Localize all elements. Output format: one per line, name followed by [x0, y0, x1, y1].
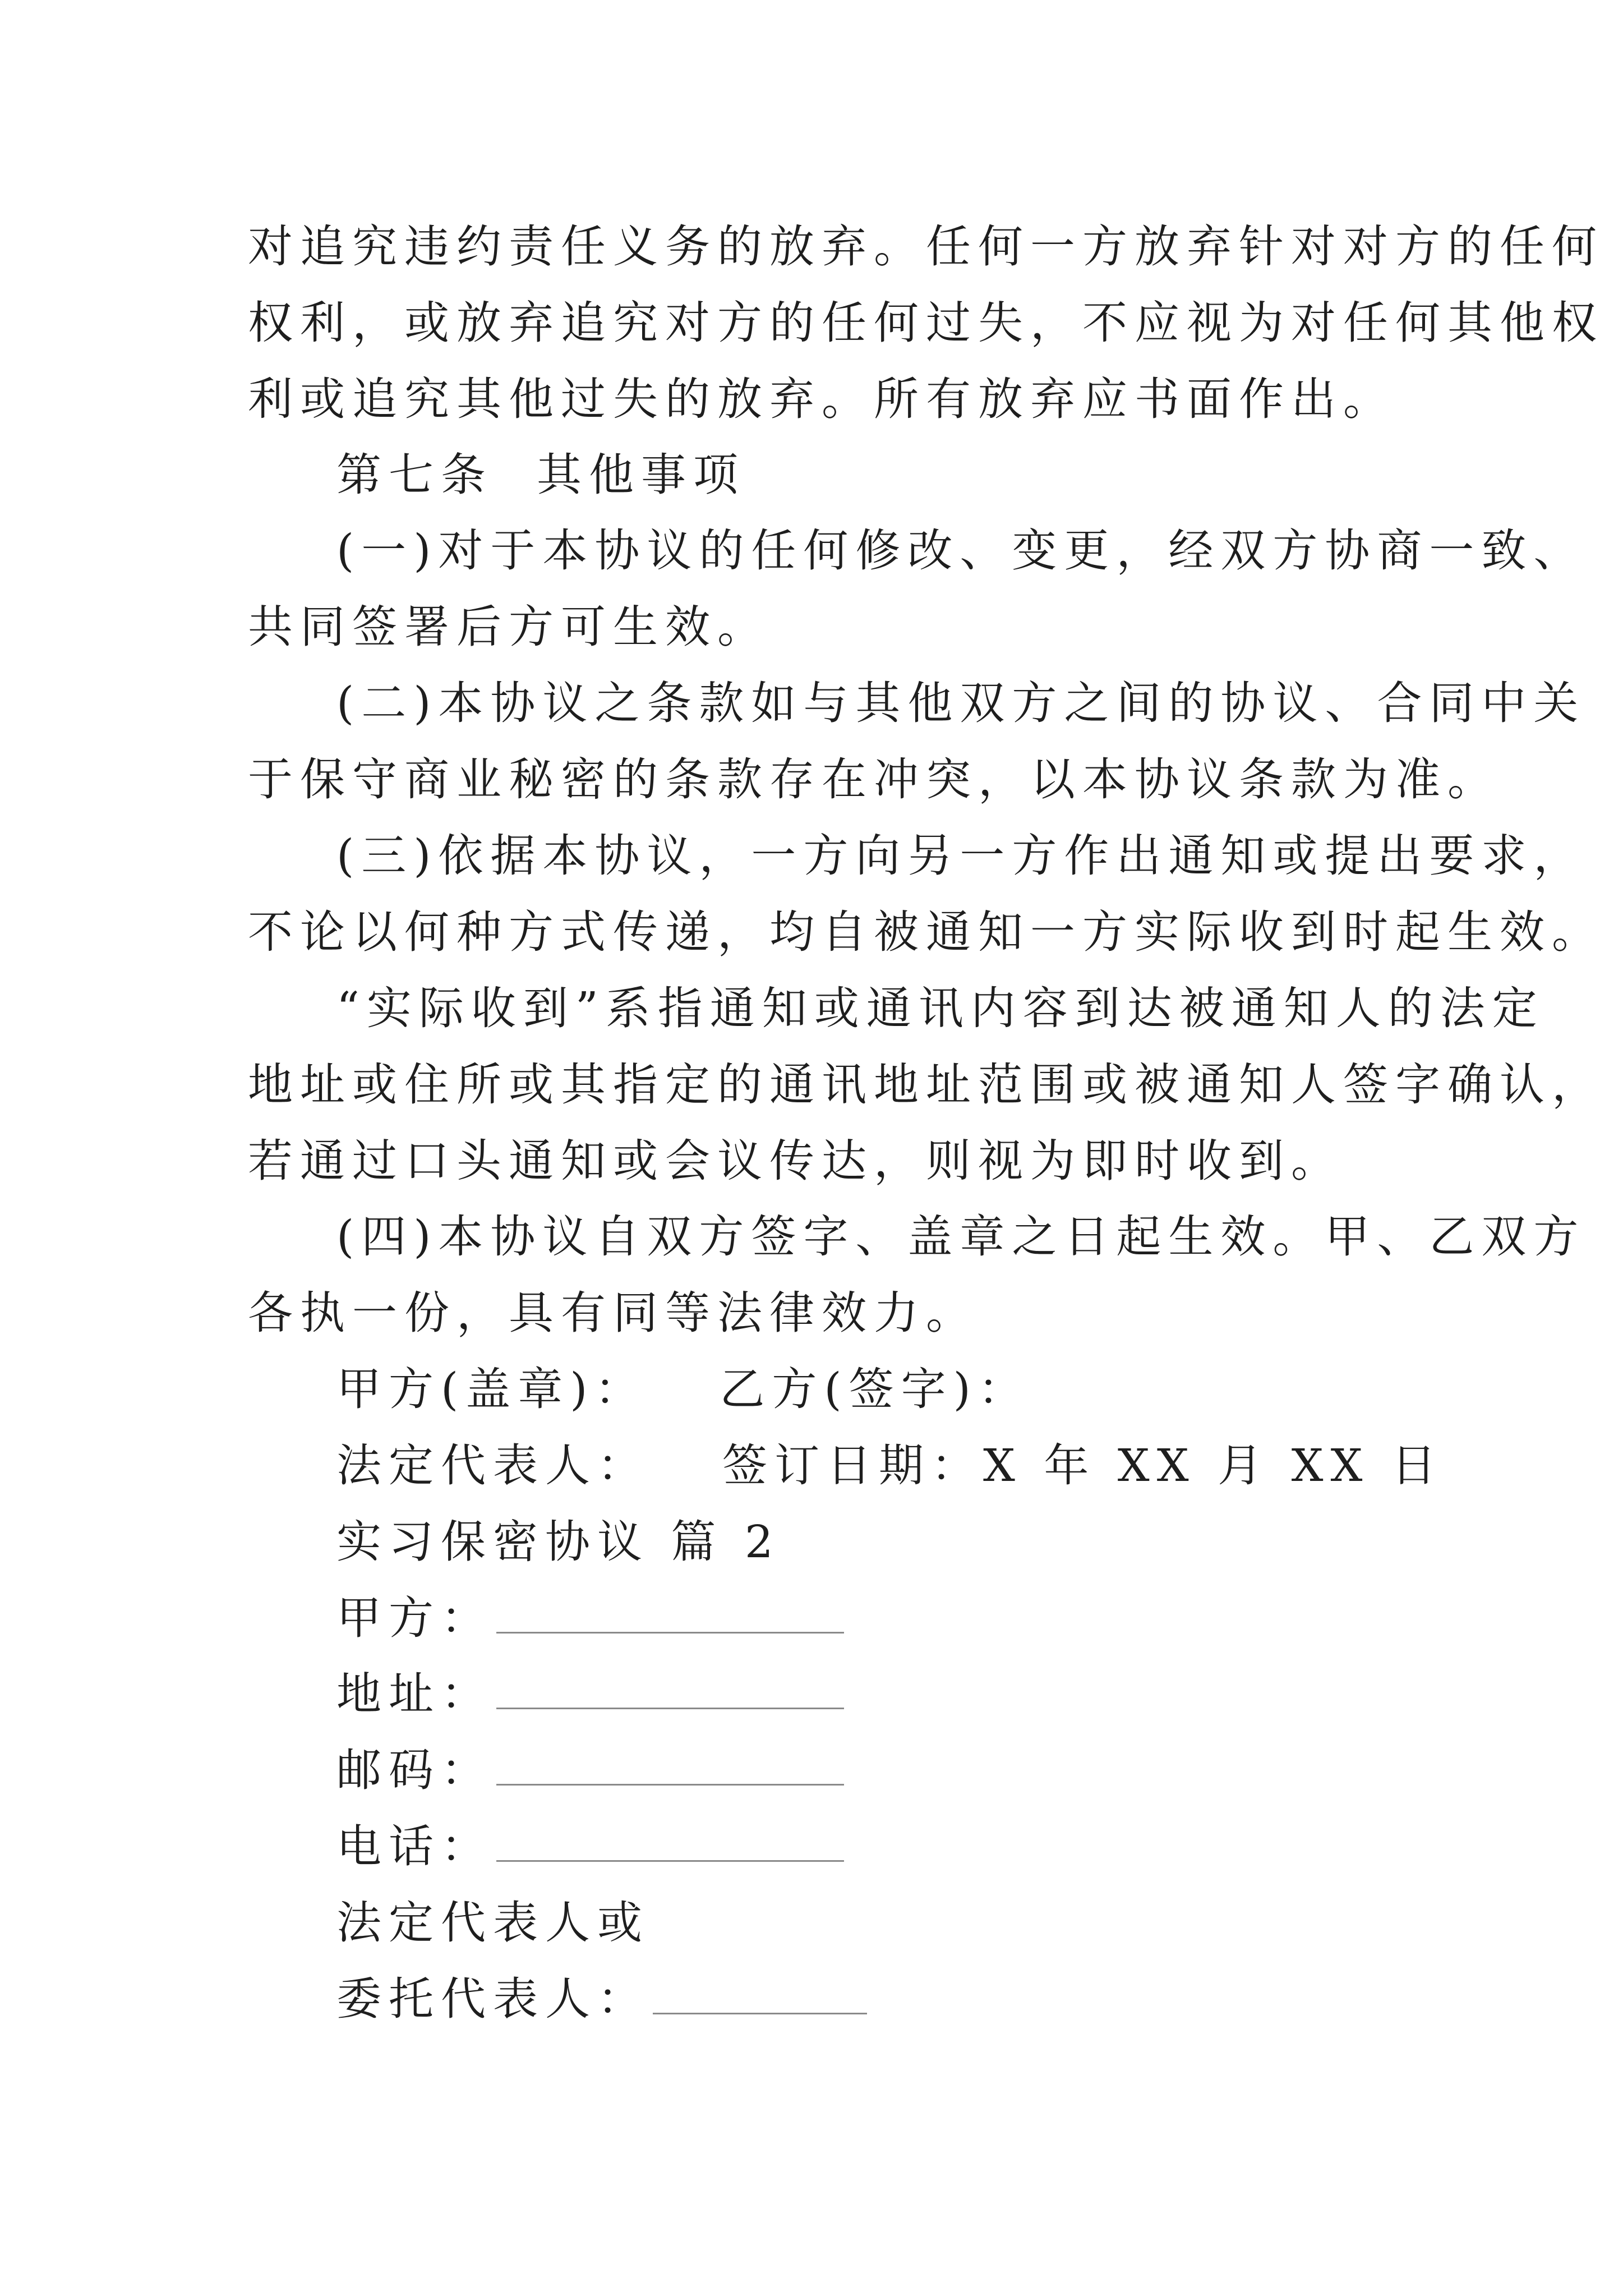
clause-2-line: (二)本协议之条款如与其他双方之间的协议、合同中关: [336, 677, 1586, 729]
legal-rep-label: 法定代表人：: [336, 1439, 649, 1492]
section-2-title: 实习保密协议 篇 2: [336, 1516, 781, 1568]
address-blank: [496, 1673, 844, 1709]
clause-3-line: (三)依据本协议，一方向另一方作出通知或提出要求，: [336, 830, 1586, 882]
clause-3-line: 不论以何种方式传递，均自被通知一方实际收到时起生效。: [248, 906, 1604, 958]
article-title: 其他事项: [537, 449, 745, 501]
address-label: 地址：: [336, 1668, 493, 1720]
clause-2-line: 于保守商业秘密的条款存在冲突，以本协议条款为准。: [248, 753, 1500, 806]
sign-date-label: 签订日期：X 年 XX 月 XX 日: [722, 1439, 1444, 1492]
form-row-party-a: [336, 1590, 844, 1646]
phone-blank: [496, 1825, 844, 1862]
party-a-label: 甲方：: [336, 1592, 493, 1644]
phone-label: 电话：: [336, 1820, 493, 1872]
article-number: 第七条: [336, 449, 493, 501]
party-a-blank: [496, 1597, 844, 1634]
clause-1-line: 共同签署后方可生效。: [248, 601, 769, 653]
article-heading: [336, 447, 745, 503]
party-a-seal-label: 甲方(盖章)：: [336, 1363, 647, 1415]
paragraph-line: 利或追究其他过失的放弃。所有放弃应书面作出。: [248, 373, 1395, 425]
postcode-label: 邮码：: [336, 1744, 493, 1796]
definition-line: “实际收到”系指通知或通讯内容到达被通知人的法定: [336, 982, 1544, 1034]
clause-1-line: (一)对于本协议的任何修改、变更，经双方协商一致、: [336, 524, 1586, 577]
postcode-blank: [496, 1749, 844, 1786]
clause-4-line: (四)本协议自双方签字、盖章之日起生效。甲、乙双方: [336, 1211, 1586, 1263]
legal-rep-or-label: 法定代表人或: [336, 1897, 649, 1949]
form-row-phone: [336, 1819, 844, 1875]
form-row-address: [336, 1666, 844, 1722]
form-row-postcode: [336, 1742, 844, 1798]
paragraph-line: 对追究违约责任义务的放弃。任何一方放弃针对对方的任何: [248, 220, 1604, 273]
entrusted-rep-blank: [653, 1978, 867, 2014]
definition-line: 地址或住所或其指定的通讯地址范围或被通知人签字确认，: [248, 1059, 1604, 1111]
entrusted-rep-label: 委托代表人：: [336, 1973, 649, 2025]
definition-line: 若通过口头通知或会议传达，则视为即时收到。: [248, 1135, 1343, 1187]
form-row-entrusted-rep: [336, 1971, 867, 2027]
signature-row-1: [336, 1361, 1030, 1418]
clause-4-line: 各执一份，具有同等法律效力。: [248, 1287, 978, 1339]
paragraph-line: 权利，或放弃追究对方的任何过失，不应视为对任何其他权: [248, 297, 1604, 349]
signature-row-2: [336, 1438, 1444, 1494]
party-b-sign-label: 乙方(签字)：: [720, 1363, 1030, 1415]
